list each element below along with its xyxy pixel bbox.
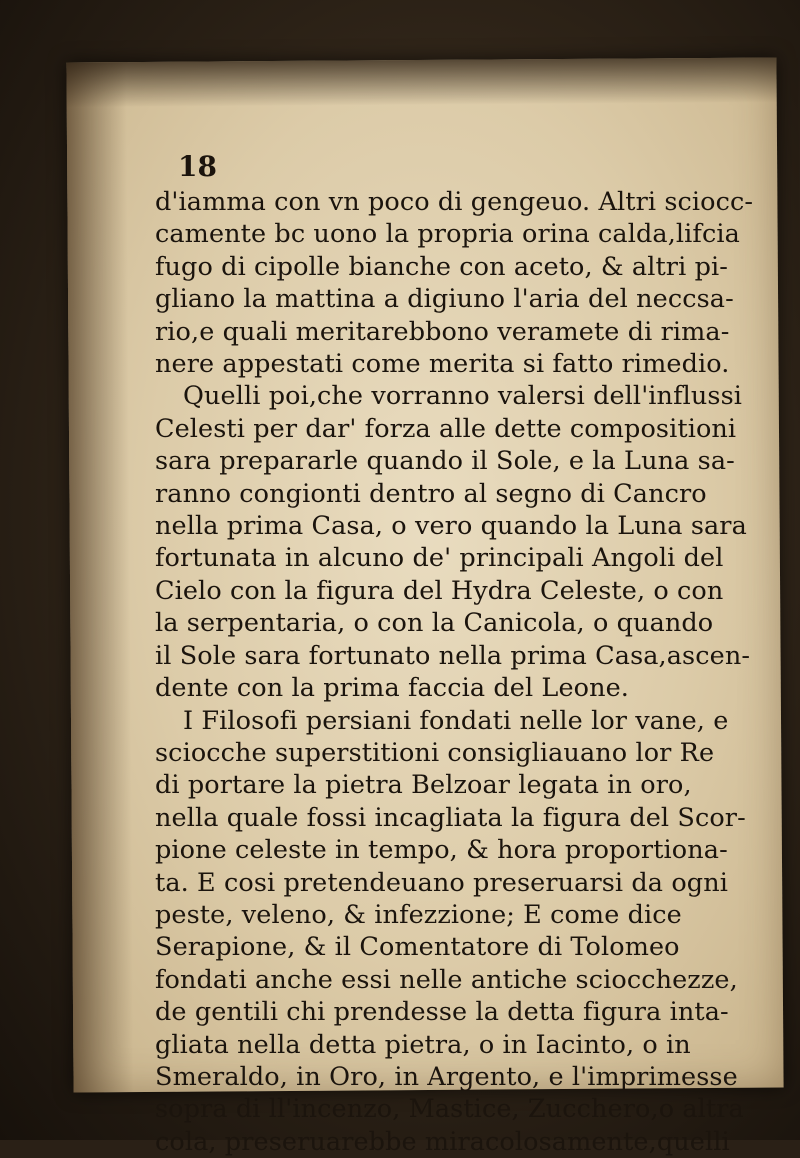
text-line: ta. E cosi pretendeuano preseruarsi da ogni (155, 867, 728, 898)
text-line: I Filosofi persiani fondati nelle lor vane, e (183, 705, 729, 736)
text-line: d'iamma con vn poco di gengeuo. Altri sciocc- (155, 187, 754, 217)
text-line: nere appestati come merita si fatto rimedio. (155, 349, 730, 380)
text-line: sara prepararle quando il Sole, e la Luna sa- (155, 446, 735, 477)
text-line: Serapione, & il Comentatore di Tolomeo (155, 932, 680, 963)
text-line: Quelli poi,che vorranno valersi dell'influssi (183, 381, 743, 412)
page-number: 18 (178, 150, 217, 183)
text-line: ranno congionti dentro al segno di Cancro (155, 478, 707, 509)
text-line: dente con la prima faccia del Leone. (155, 673, 630, 704)
text-line: il Sole sara fortunato nella prima Casa,ascen- (155, 640, 751, 671)
text-line: peste, veleno, & infezzione; E come dice (155, 899, 682, 930)
text-line: la serpentaria, o con la Canicola, o quando (155, 608, 714, 639)
page-gutter-shadow (66, 62, 133, 1092)
page-top-edge (66, 58, 776, 108)
text-line: fugo di cipolle bianche con aceto, & altri pi- (155, 251, 728, 282)
text-line: gliano la mattina a digiuno l'aria del neccsa- (155, 284, 734, 315)
text-line: Cielo con la figura del Hydra Celeste, o con (155, 575, 724, 606)
text-line: fortunata in alcuno de' principali Angoli del (155, 543, 724, 574)
text-line: Smeraldo, in Oro, in Argento, e l'imprimesse (155, 1061, 738, 1092)
text-line: sciocche superstitioni consigliauano lor Re (155, 737, 715, 768)
text-line: nella quale fossi incagliata la figura del Scor- (155, 802, 746, 833)
text-line: gliata nella detta pietra, o in Iacinto, o in (155, 1029, 691, 1060)
text-line: nella prima Casa, o vero quando la Luna sara (155, 511, 747, 542)
text-line: sopra di ll'incenzo, Mastice, Zucchero,o altra (155, 1094, 744, 1125)
text-line: rio,e quali meritarebbono veramete di rima- (155, 316, 730, 347)
body-text (155, 186, 755, 1158)
text-line: de gentili chi prendesse la detta figura inta- (155, 997, 729, 1028)
text-line: fondati anche essi nelle antiche sciocchezze, (155, 964, 738, 995)
text-line: cola, preseruarebbe miracolosamente,quelli (155, 1126, 730, 1157)
text-line: camente bc uono la propria orina calda,lifcia (155, 219, 740, 250)
text-line: di portare la pietra Belzoar legata in oro, (155, 770, 692, 801)
text-line: pione celeste in tempo, & hora proportiona- (155, 835, 728, 866)
text-line: Celesti per dar' forza alle dette compositioni (155, 413, 737, 444)
